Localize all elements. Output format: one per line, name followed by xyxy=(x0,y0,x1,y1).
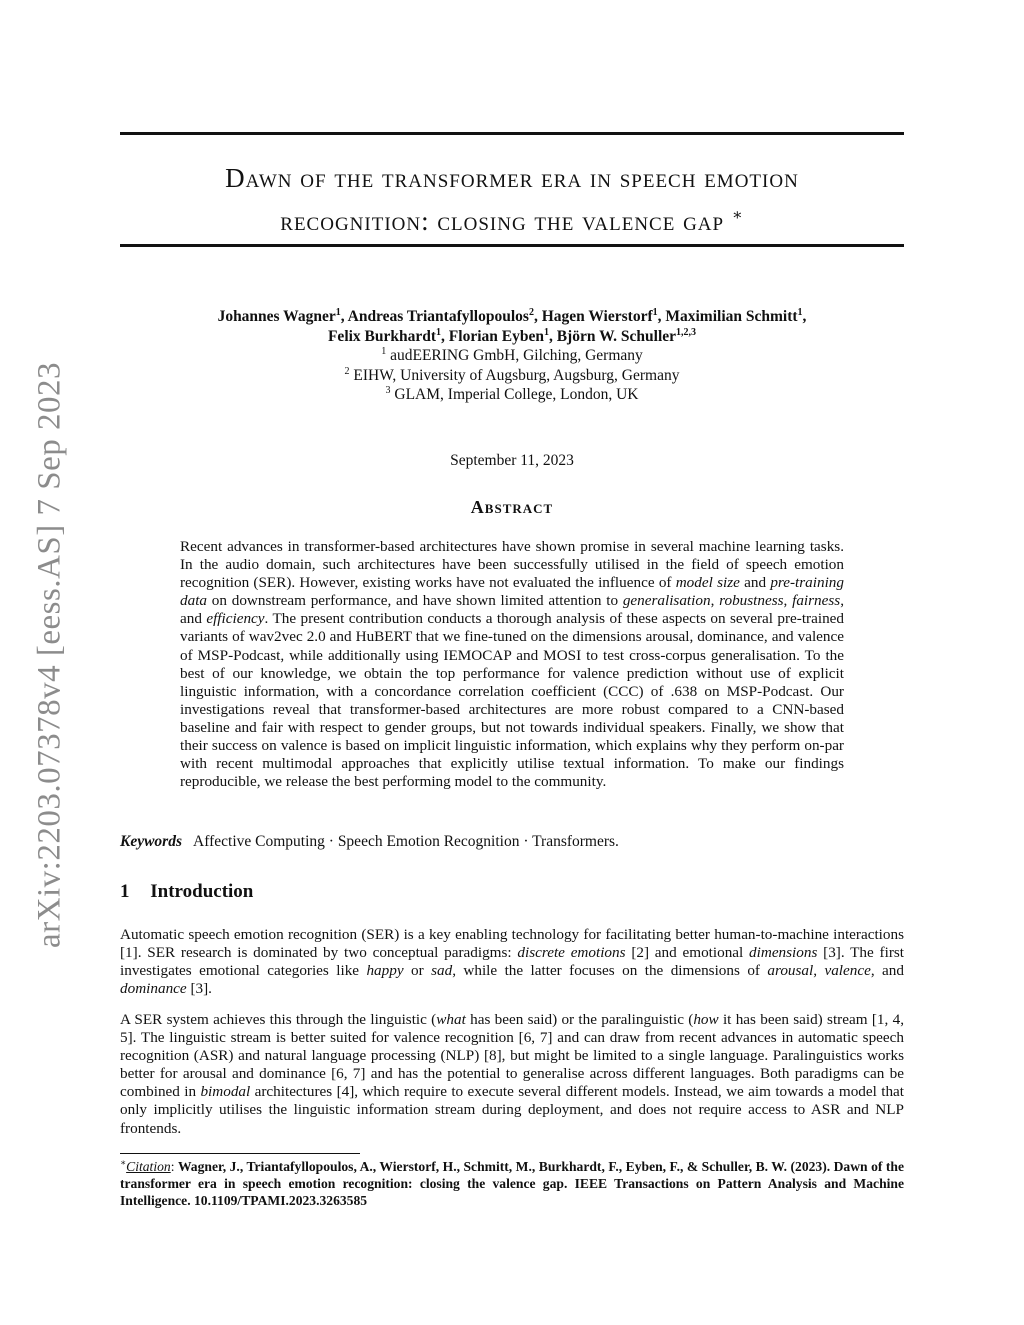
intro-p1-segment: valence xyxy=(824,962,871,980)
intro-p1-segment: , and xyxy=(870,962,904,980)
title-footnote-marker[interactable]: ∗ xyxy=(731,207,744,224)
keywords-line xyxy=(120,833,904,851)
affiliation-text: audEERING GmbH, Gilching, Germany xyxy=(386,347,643,364)
intro-p1-segment: , xyxy=(813,962,825,980)
author-name: Felix Burkhardt xyxy=(327,328,437,345)
author-affiliation-marker: 1 xyxy=(436,326,442,338)
abstract-segment: and xyxy=(739,574,771,592)
intro-p2-segment: it has been said) stream [1, 4, 5]. The linguistic stream is better suited for valence recognition [6, 7] and can draw from recent advances in automatic speech recognition (ASR) and natural language processing (NLP) [8], but might be limited to a single language. Paralinguistics works better for arousal and dominance [6, 7] and has the potential to generalise across different languages. Both paradigms can be combined in xyxy=(120,1011,904,1101)
abstract-segment: efficiency xyxy=(206,610,265,628)
intro-p1-segment: Automatic speech emotion recognition (SER) is a key enabling technology for facilitating better human-to-machine interactions [1]. SER research is dominated by two conceptual paradigms: xyxy=(120,926,904,962)
keywords-text: Affective Computing · Speech Emotion Recognition · Transformers. xyxy=(193,833,619,850)
intro-p1-segment: dimensions xyxy=(749,944,818,962)
abstract-segment: on downstream performance, and have shown limited attention to xyxy=(207,592,623,610)
intro-p1-segment: happy xyxy=(366,962,404,980)
author-list xyxy=(120,307,904,347)
intro-p2-segment: architectures [4], which require to execute several different models. Instead, we aim towards a model that only implicitly utilises the linguistic information stream during deployment, and does not require access to ASR and NLP frontends. xyxy=(120,1083,904,1137)
paper-title xyxy=(120,160,904,240)
author-name: Maximilian Schmitt xyxy=(665,308,798,325)
author-affiliation-marker: 1,2,3 xyxy=(676,326,697,338)
title-line-1: Dawn of the transformer era in speech emotion xyxy=(225,163,799,193)
affiliation-list xyxy=(120,346,904,405)
arxiv-identifier-stamp: arXiv:2203.07378v4 [eess.AS] 7 Sep 2023 xyxy=(31,362,68,948)
footnote-citation-text: Wagner, J., Triantafyllopoulos, A., Wierstorf, H., Schmitt, M., Burkhardt, F., Eyben, F., & Schuller, B. W. (2023). Dawn of the transformer era in speech emotion recognition: closing the valence gap. IEEE Transactions on Pattern Analysis and Machine Intelligence. 10.1109/TPAMI.2023.3263585 xyxy=(120,1159,904,1208)
intro-p1-segment: [3]. xyxy=(186,980,212,998)
section-heading-introduction xyxy=(120,881,253,903)
author-line-2 xyxy=(120,327,904,347)
author-separator: , xyxy=(802,308,807,325)
abstract-segment: robustness xyxy=(719,592,784,610)
abstract-segment: Recent advances in transformer-based architectures have shown promise in several machine learning tasks. In the audio domain, such architectures have been successfully utilised in the field of speech emotion recognition (SER). However, existing works have not evaluated the influence of xyxy=(180,538,844,592)
intro-p1-segment: discrete emotions xyxy=(517,944,626,962)
author-name: Björn W. Schuller xyxy=(556,328,677,345)
section-number: 1 xyxy=(120,881,130,902)
author-name: Hagen Wierstorf xyxy=(541,308,653,325)
author-affiliation-marker: 1 xyxy=(797,306,803,318)
author-name: Andreas Triantafyllopoulos xyxy=(347,308,529,325)
intro-p1-segment: arousal xyxy=(767,962,814,980)
abstract-segment: model size xyxy=(675,574,740,592)
intro-paragraph-2 xyxy=(120,1011,904,1138)
author-separator: , xyxy=(657,308,666,325)
author-separator: , xyxy=(533,308,542,325)
footnote-citation-label[interactable]: Citation xyxy=(126,1159,171,1174)
title-rule-bottom xyxy=(120,244,904,247)
affiliation-marker: 3 xyxy=(385,384,391,396)
abstract-segment: , xyxy=(783,592,793,610)
footnote-marker: ∗ xyxy=(120,1157,127,1168)
author-separator: , xyxy=(548,328,557,345)
author-name: Florian Eyben xyxy=(448,328,544,345)
publication-date: September 11, 2023 xyxy=(450,452,574,469)
footnote-colon: : xyxy=(170,1159,178,1174)
intro-p1-segment: or xyxy=(403,962,432,980)
abstract-heading: Abstract xyxy=(470,497,554,517)
author-affiliation-marker: 1 xyxy=(543,326,549,338)
author-affiliation-marker: 1 xyxy=(652,306,658,318)
affiliation-marker: 2 xyxy=(344,365,350,377)
affiliation-text: EIHW, University of Augsburg, Augsburg, Germany xyxy=(349,366,680,384)
affiliation-text: GLAM, Imperial College, London, UK xyxy=(390,386,639,403)
intro-p1-segment: sad xyxy=(431,962,453,980)
section-title: Introduction xyxy=(150,881,254,902)
abstract-segment: , and xyxy=(180,592,845,628)
title-line-2: recognition: closing the valence gap xyxy=(280,206,725,236)
abstract-segment: generalisation xyxy=(622,592,711,610)
intro-paragraph-1 xyxy=(120,926,904,998)
abstract-segment: fairness xyxy=(792,592,841,610)
author-separator: , xyxy=(441,328,449,345)
abstract-segment: , xyxy=(710,592,720,610)
affiliation-line xyxy=(120,366,904,386)
intro-p2-segment: how xyxy=(693,1011,719,1028)
abstract-segment: . The present contribution conducts a thorough analysis of these aspects on several pre-trained variants of wav2vec 2.0 and HuBERT that we fine-tuned on the dimensions arousal, dominance, and valence of MSP-Podcast, while additionally using IEMOCAP and MOSI to test cross-corpus generalisation. To the best of our knowledge, we obtain the top performance for valence prediction without use of explicit linguistic information, with a concordance correlation coefficient (CCC) of .638 on MSP-Podcast. Our investigations reveal that transformer-based architectures are more robust compared to a CNN-based baseline and fair with respect to gender groups, but not towards individual speakers. Finally, we show that their success on valence is based on implicit linguistic information, which explains why they perform on-par with recent multimodal approaches that explicitly utilise textual information. To make our findings reproducible, we release the best performing model to the community. xyxy=(180,610,845,791)
abstract-segment: pre-training data xyxy=(180,574,844,610)
author-affiliation-marker: 1 xyxy=(335,306,341,318)
intro-p1-segment: [3]. The first investigates emotional categories like xyxy=(120,944,905,980)
intro-p2-segment: has been said) or the paralinguistic ( xyxy=(465,1011,694,1028)
intro-p1-segment: dominance xyxy=(120,980,187,998)
affiliation-line xyxy=(120,385,904,405)
footnote-rule xyxy=(120,1153,360,1154)
author-separator: , xyxy=(340,308,348,325)
title-rule-top xyxy=(120,132,904,135)
affiliation-marker: 1 xyxy=(381,345,387,357)
intro-p2-segment: A SER system achieves this through the linguistic ( xyxy=(120,1011,437,1028)
citation-footnote xyxy=(120,1158,904,1209)
affiliation-line xyxy=(120,346,904,366)
author-name: Johannes Wagner xyxy=(217,308,336,325)
author-affiliation-marker: 2 xyxy=(528,306,534,318)
intro-p2-segment: what xyxy=(436,1011,466,1028)
keywords-label: Keywords xyxy=(120,833,182,850)
abstract-body xyxy=(180,538,844,791)
intro-p2-segment: bimodal xyxy=(200,1083,251,1101)
intro-p1-segment: , while the latter focuses on the dimensions of xyxy=(452,962,768,980)
intro-p1-segment: [2] and emotional xyxy=(625,944,750,962)
author-line-1 xyxy=(120,307,904,327)
